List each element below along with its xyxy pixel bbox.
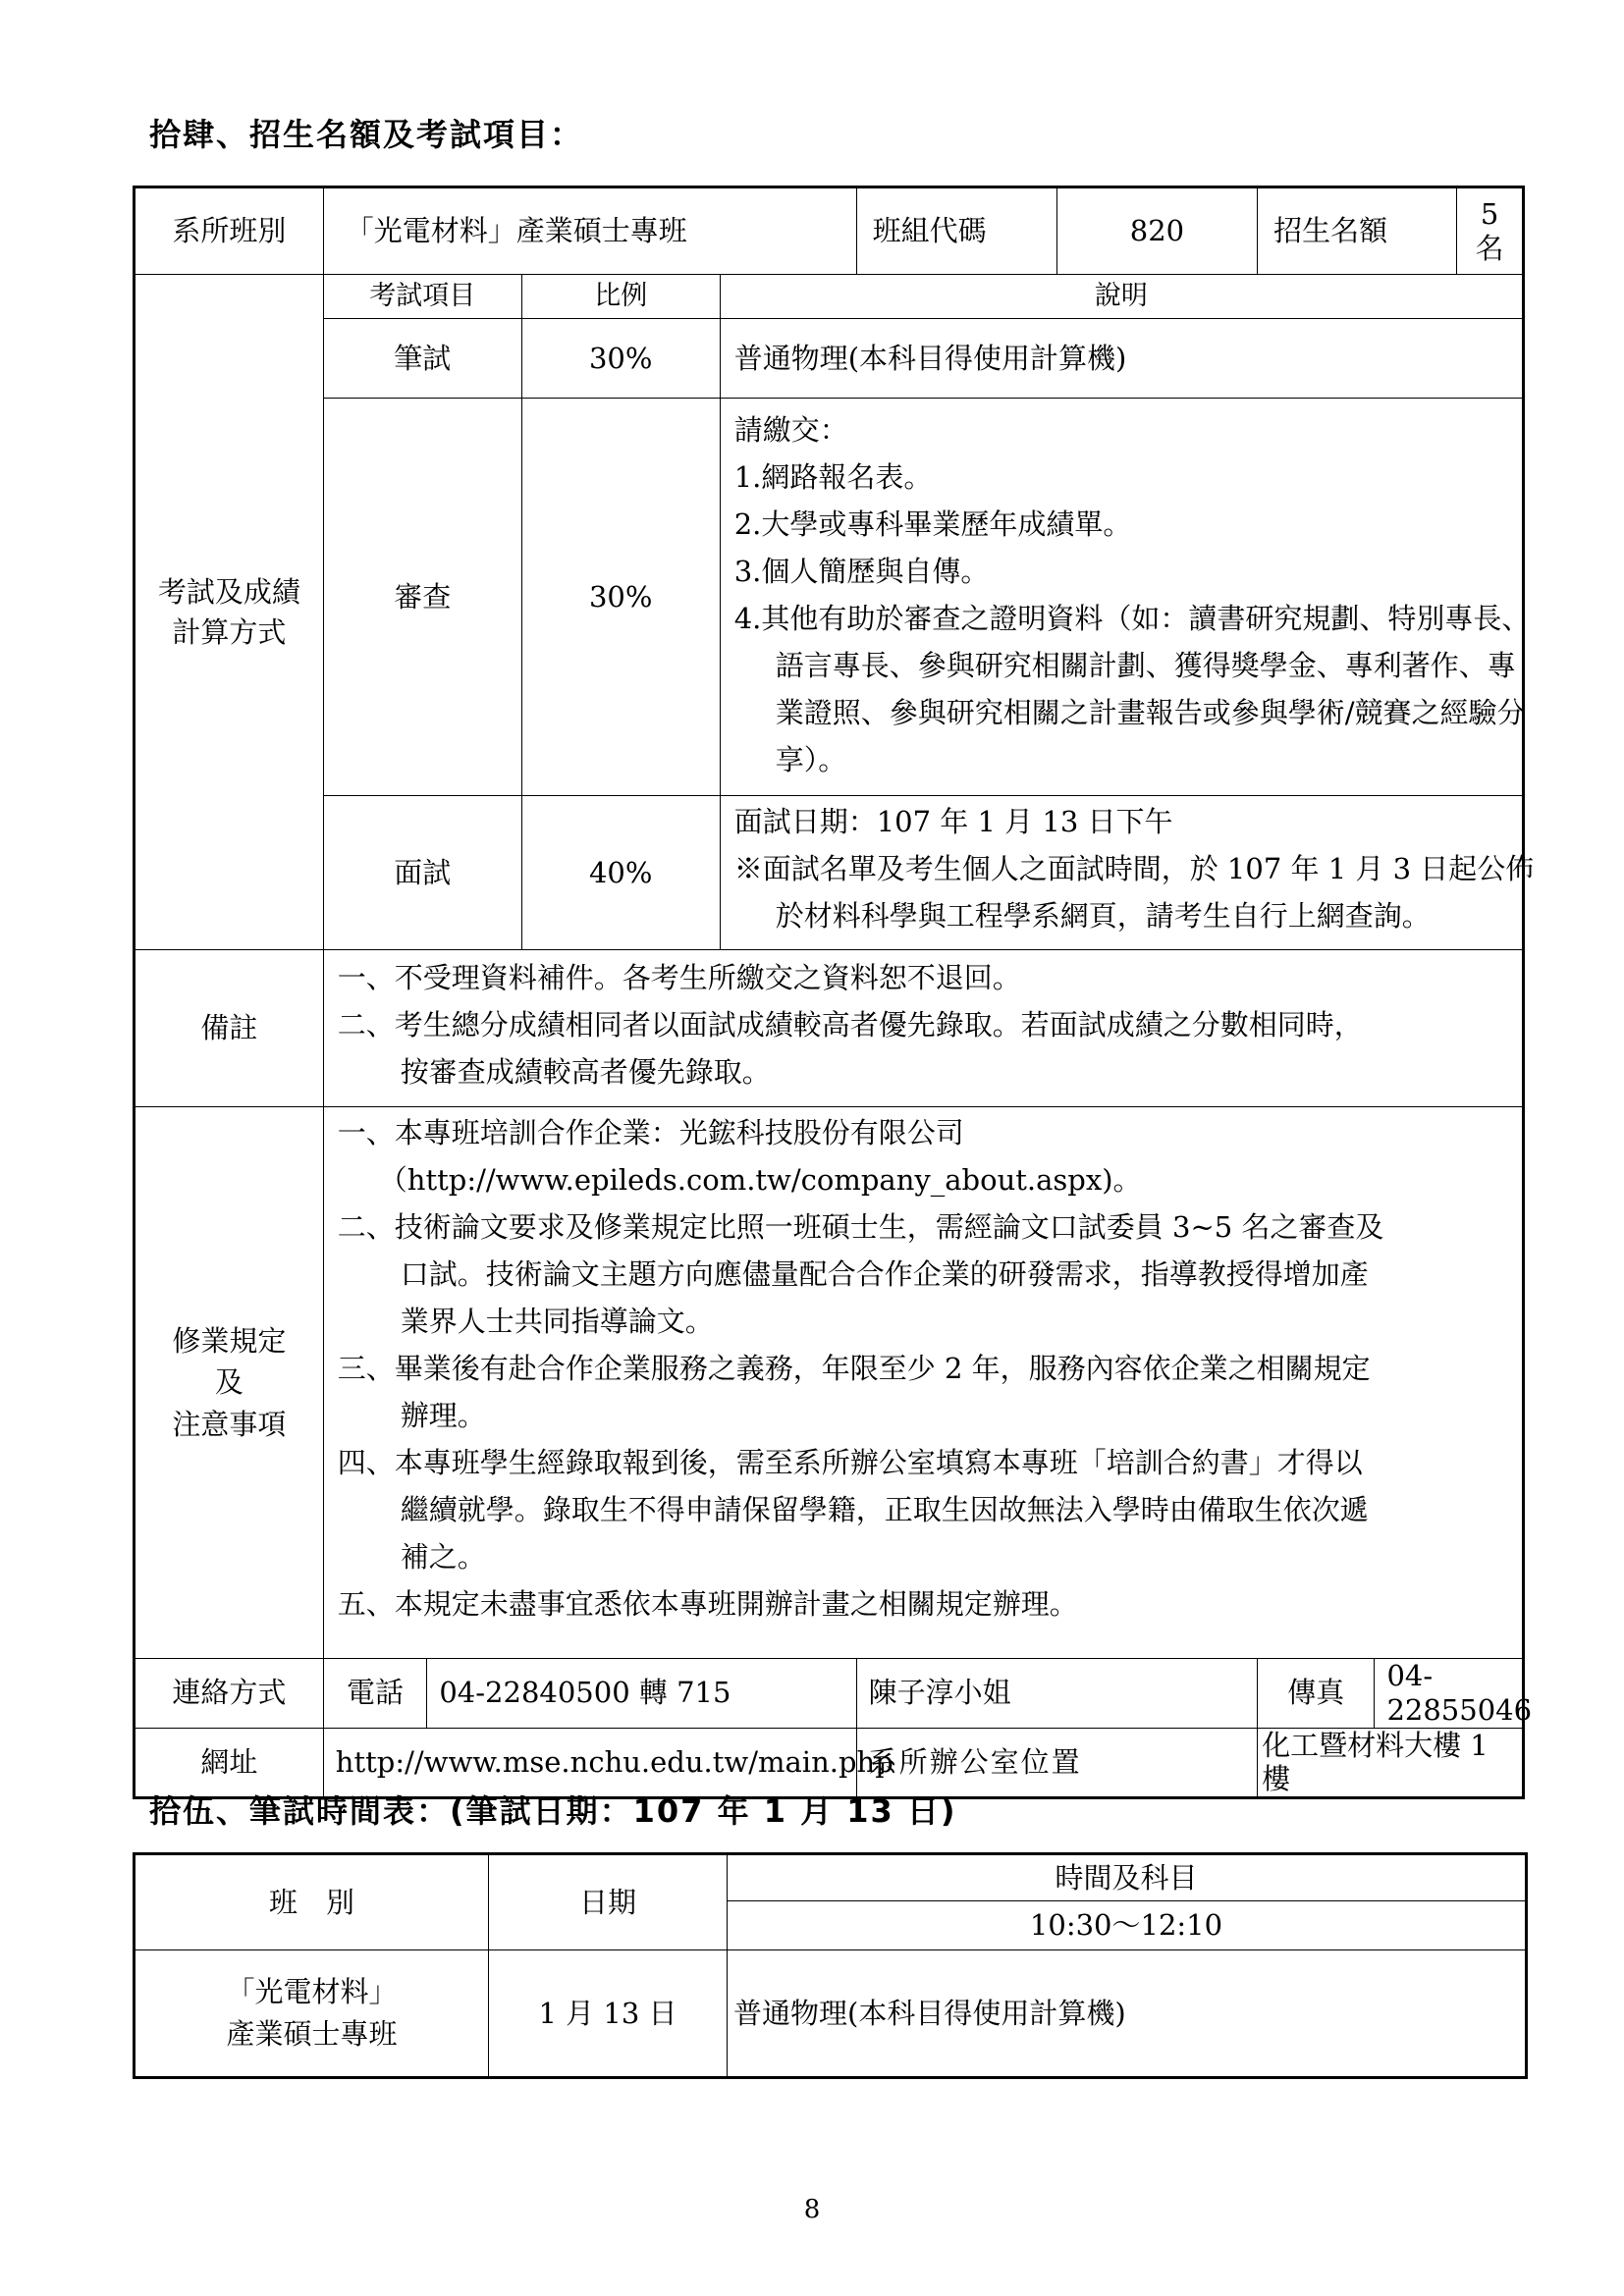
dept-label: 系所班別 bbox=[135, 187, 324, 275]
website-label: 網址 bbox=[135, 1728, 324, 1798]
review-line: 2.大學或專科畢業歷年成績單。 bbox=[733, 507, 1132, 541]
schedule-class bbox=[135, 1950, 489, 2078]
remarks-label: 備註 bbox=[135, 950, 324, 1107]
remark-line: 一、不受理資料補件。各考生所繳交之資料恕不退回。 bbox=[337, 961, 1021, 994]
fax-label: 傳真 bbox=[1258, 1659, 1375, 1729]
contact-person: 陳子淳小姐 bbox=[856, 1659, 1258, 1729]
exam-desc-written: 普通物理(本科目得使用計算機) bbox=[720, 319, 1523, 399]
schedule-class-line: 「光電材料」 bbox=[226, 1974, 398, 2008]
exam-method-label: 考試及成績計算方式 bbox=[135, 275, 324, 950]
phone-value: 04-22840500 轉 715 bbox=[427, 1659, 856, 1729]
review-line: 語言專長、參與研究相關計劃、獲得獎學金、專利著作、專 bbox=[775, 649, 1516, 682]
exam-desc-review bbox=[720, 399, 1531, 796]
schedule-header-time: 10:30～12:10 bbox=[728, 1901, 1527, 1950]
exam-schedule-table bbox=[133, 1852, 1528, 2079]
admission-table bbox=[133, 186, 1535, 1799]
schedule-date: 1 月 13 日 bbox=[489, 1950, 728, 2078]
section-title-admission: 拾肆、招生名額及考試項目： bbox=[149, 116, 584, 153]
rule-line: 業界人士共同指導論文。 bbox=[400, 1305, 714, 1338]
office-location: 化工暨材料大樓 1 樓 bbox=[1258, 1728, 1524, 1798]
review-line: 業證照、參與研究相關之計畫報告或參與學術/競賽之經驗分 bbox=[775, 696, 1526, 729]
schedule-header-time-subject: 時間及科目 bbox=[728, 1854, 1527, 1901]
review-line: 3.個人簡歷與自傳。 bbox=[733, 555, 990, 588]
exam-header-desc: 說明 bbox=[720, 275, 1523, 319]
code-value: 820 bbox=[1056, 187, 1257, 275]
rule-line: 口試。技術論文主題方向應儘量配合合作企業的研發需求，指導教授得增加產 bbox=[400, 1257, 1369, 1291]
schedule-class-line: 產業碩士專班 bbox=[226, 2017, 398, 2051]
rule-line: 二、技術論文要求及修業規定比照一班碩士生，需經論文口試委員 3~5 名之審查及 bbox=[337, 1210, 1384, 1244]
exam-item-review: 審查 bbox=[323, 399, 521, 796]
schedule-header-date: 日期 bbox=[489, 1854, 728, 1950]
page-number: 8 bbox=[803, 2195, 821, 2224]
exam-ratio-written: 30% bbox=[521, 319, 720, 399]
review-line: 1.網路報名表。 bbox=[733, 460, 933, 494]
exam-header-ratio: 比例 bbox=[521, 275, 720, 319]
review-line: 4.其他有助於審查之證明資料（如：讀書研究規劃、特別專長、 bbox=[733, 602, 1531, 635]
quota-label: 招生名額 bbox=[1258, 187, 1457, 275]
rules-label-line: 修業規定 bbox=[172, 1324, 287, 1359]
review-line: 請繳交： bbox=[733, 413, 848, 447]
rule-line: 一、本專班培訓合作企業：光鋐科技股份有限公司 bbox=[337, 1116, 964, 1149]
quota-value: 5 名 bbox=[1457, 187, 1524, 275]
schedule-subject: 普通物理(本科目得使用計算機) bbox=[728, 1950, 1527, 2078]
rule-line: 辦理。 bbox=[400, 1399, 486, 1432]
exam-header-item: 考試項目 bbox=[323, 275, 521, 319]
dept-value: 「光電材料」產業碩士專班 bbox=[323, 187, 856, 275]
exam-desc-interview bbox=[720, 796, 1535, 950]
fax-value: 04-22855046 bbox=[1375, 1659, 1524, 1729]
remarks-content bbox=[323, 950, 1523, 1107]
rule-line: 三、畢業後有赴合作企業服務之義務，年限至少 2 年，服務內容依企業之相關規定 bbox=[337, 1352, 1371, 1385]
rules-label-line: 及 bbox=[214, 1365, 244, 1400]
phone-label: 電話 bbox=[323, 1659, 427, 1729]
rules-label-line: 注意事項 bbox=[172, 1407, 287, 1441]
office-label: 系所辦公室位置 bbox=[856, 1728, 1258, 1798]
interview-line: ※面試名單及考生個人之面試時間，於 107 年 1 月 3 日起公佈 bbox=[733, 852, 1535, 885]
interview-line: 於材料科學與工程學系網頁，請考生自行上網查詢。 bbox=[775, 899, 1431, 933]
rules-content bbox=[323, 1107, 1523, 1659]
exam-item-written: 筆試 bbox=[323, 319, 521, 399]
exam-ratio-interview: 40% bbox=[521, 796, 720, 950]
interview-line: 面試日期：107 年 1 月 13 日下午 bbox=[733, 805, 1173, 838]
rules-label bbox=[135, 1107, 324, 1659]
exam-ratio-review: 30% bbox=[521, 399, 720, 796]
review-line: 享）。 bbox=[775, 743, 847, 776]
rule-line: 五、本規定未盡事宜悉依本專班開辦計畫之相關規定辦理。 bbox=[337, 1587, 1078, 1621]
remark-line: 二、考生總分成績相同者以面試成績較高者優先錄取。若面試成績之分數相同時， bbox=[337, 1008, 1363, 1041]
rule-line: （http://www.epileds.com.tw/company_about.aspx)。 bbox=[378, 1163, 1142, 1197]
schedule-header-class: 班 別 bbox=[135, 1854, 489, 1950]
contact-label: 連絡方式 bbox=[135, 1659, 324, 1729]
rule-line: 繼續就學。錄取生不得申請保留學籍，正取生因故無法入學時由備取生依次遞 bbox=[400, 1493, 1369, 1526]
section-title-exam-schedule: 拾伍、筆試時間表：(筆試日期：107 年 1 月 13 日) bbox=[149, 1792, 957, 1830]
website-url[interactable]: http://www.mse.nchu.edu.tw/main.php bbox=[323, 1728, 856, 1798]
rule-line: 補之。 bbox=[400, 1540, 486, 1574]
exam-item-interview: 面試 bbox=[323, 796, 521, 950]
code-label: 班組代碼 bbox=[856, 187, 1056, 275]
remark-line: 按審查成績較高者優先錄取。 bbox=[400, 1055, 771, 1089]
rule-line: 四、本專班學生經錄取報到後，需至系所辦公室填寫本專班「培訓合約書」才得以 bbox=[337, 1446, 1363, 1479]
